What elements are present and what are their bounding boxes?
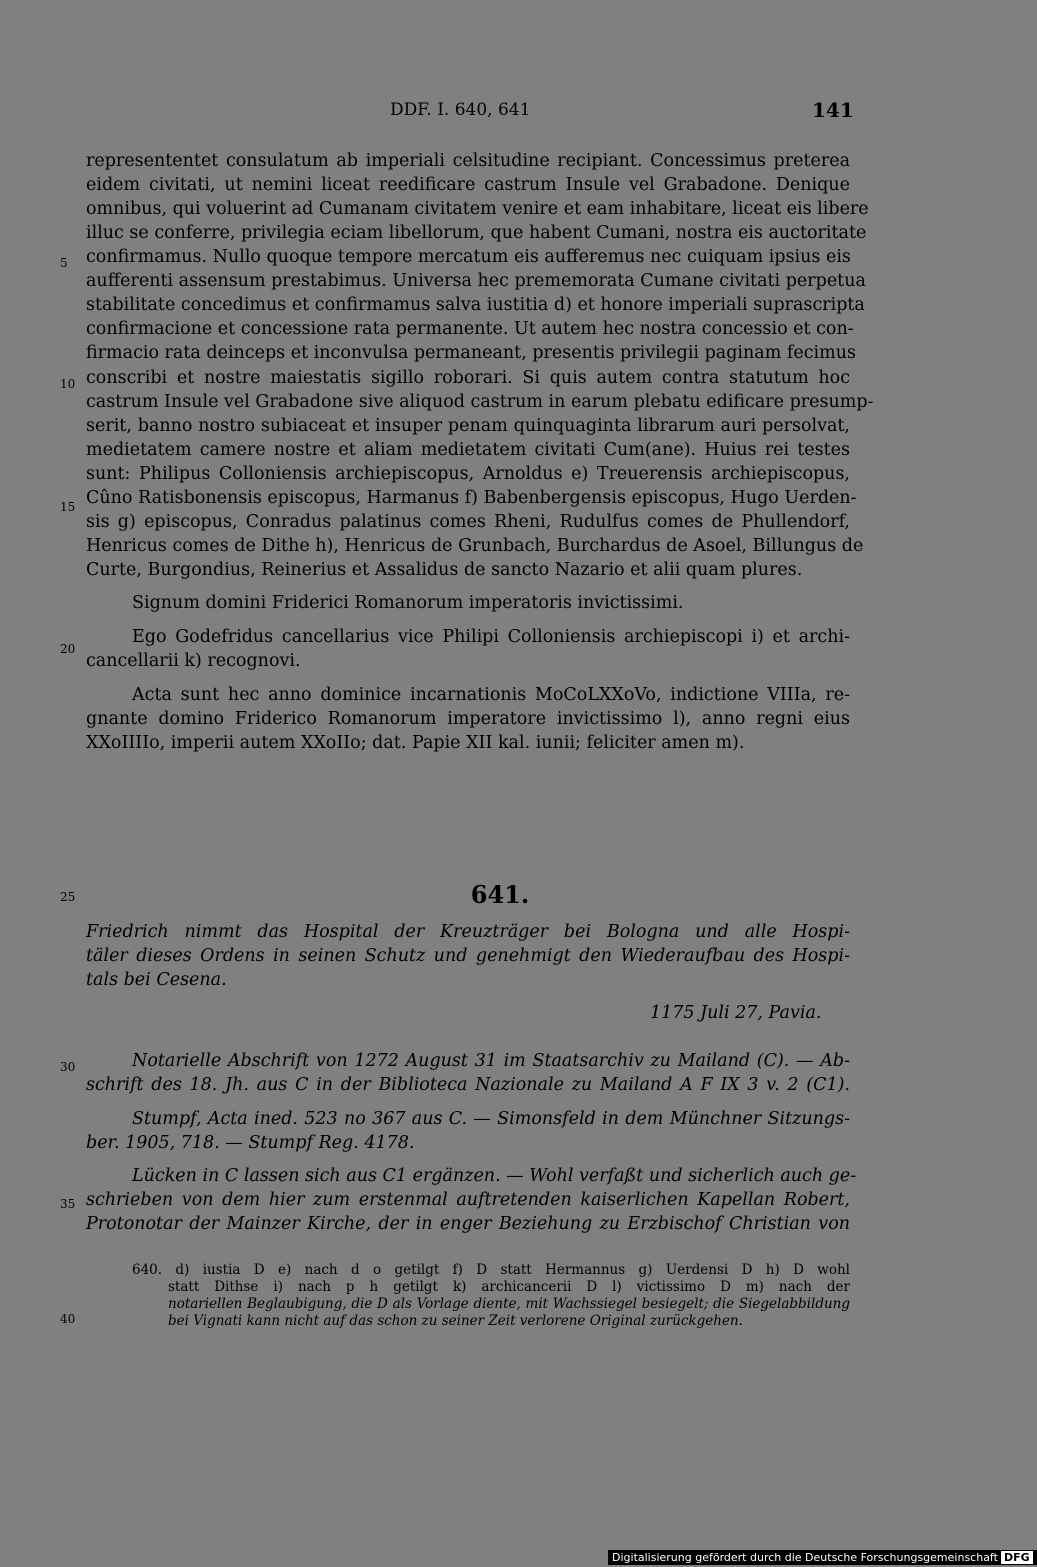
- text-line: Henricus comes de Dithe h), Henricus de Grunbach, Burchardus de Asoel, Billungus de: [86, 536, 864, 556]
- line-number: 35: [60, 1197, 76, 1211]
- text-line: stabilitate concedimus et confirmamus salva iustitia d) et honore imperiali suprascripta: [86, 295, 865, 315]
- line-number: 10: [60, 377, 76, 391]
- acta-line: XXoIIIIo, imperii autem XXoIIo; dat. Papie XII kal. iunii; feliciter amen m).: [86, 733, 745, 753]
- footnote-line: statt Dithse i) nach p h getilgt k) archicancerii D l) victissimo D m) nach der: [168, 1279, 850, 1295]
- remark-line: schrieben von dem hier zum erstenmal auftretenden kaiserlichen Kapellan Robert,: [86, 1190, 850, 1210]
- text-line: illuc se conferre, privilegia eciam libellorum, que habent Cumani, nostra eis auctoritate: [86, 223, 867, 243]
- funding-note-text: Digitalisierung gefördert durch die Deutsche Forschungsgemeinschaft: [612, 1551, 998, 1564]
- footnote-line: 640. d) iustia D e) nach d o getilgt f) D statt Hermannus g) Uerdensi D h) D wohl: [132, 1262, 850, 1278]
- text-line: eidem civitati, ut nemini liceat reedificare castrum Insule vel Grabadone. Denique: [86, 175, 850, 195]
- text-line: represententet consulatum ab imperiali celsitudine recipiant. Concessimus preterea: [86, 151, 850, 171]
- recognition-line: cancellarii k) recognovi.: [86, 651, 301, 671]
- source-line: Notarielle Abschrift von 1272 August 31 im Staatsarchiv zu Mailand (C). — Ab-: [132, 1051, 850, 1071]
- text-line: serit, banno nostro subiaceat et insuper penam quinquaginta librarum auri persolvat,: [86, 416, 850, 436]
- text-line: aufferenti assensum prestabimus. Universa hec prememorata Cumane civitati perpetua: [86, 271, 866, 291]
- text-line: omnibus, qui voluerint ad Cumanam civitatem venire et eam inhabitare, liceat eis libere: [86, 199, 869, 219]
- print-line: ber. 1905, 718. — Stumpf Reg. 4178.: [86, 1133, 415, 1153]
- source-line: schrift des 18. Jh. aus C in der Biblioteca Nazionale zu Mailand A F IX 3 v. 2 (C1).: [86, 1075, 850, 1095]
- acta-line: Acta sunt hec anno dominice incarnationis MoCoLXXoVo, indictione VIIIa, re-: [132, 685, 850, 705]
- running-title: DDF. I. 640, 641: [390, 100, 531, 120]
- line-number: 40: [60, 1312, 76, 1326]
- remark-line: Protonotar der Mainzer Kirche, der in enger Beziehung zu Erzbischof Christian von: [86, 1214, 850, 1234]
- print-line: Stumpf, Acta ined. 523 no 367 aus C. — Simonsfeld in dem Münchner Sitzungs-: [132, 1109, 850, 1129]
- text-line: medietatem camere nostre et aliam medietatem civitati Cum(ane). Huius rei testes: [86, 440, 850, 460]
- line-number: 30: [60, 1060, 76, 1074]
- recognition-line: Ego Godefridus cancellarius vice Philipi Colloniensis archiepiscopi i) et archi-: [132, 627, 850, 647]
- text-line: sis g) episcopus, Conradus palatinus comes Rheni, Rudulfus comes de Phullendorf,: [86, 512, 850, 532]
- text-line: confirmamus. Nullo quoque tempore mercatum eis aufferemus nec cuiquam ipsius eis: [86, 247, 851, 267]
- line-number: 5: [60, 256, 68, 270]
- text-line: confirmacione et concessione rata permanente. Ut autem hec nostra concessio et con-: [86, 319, 854, 339]
- text-line: Cûno Ratisbonensis episcopus, Harmanus f) Babenbergensis episcopus, Hugo Uerden-: [86, 488, 857, 508]
- regest-line: Friedrich nimmt das Hospital der Kreuzträger bei Bologna und alle Hospi-: [86, 922, 850, 942]
- document-number: 641.: [470, 880, 530, 909]
- funding-note: [608, 1550, 1037, 1565]
- text-line: Curte, Burgondius, Reinerius et Assalidus de sancto Nazario et alii quam plures.: [86, 560, 803, 580]
- text-line: sunt: Philipus Colloniensis archiepiscopus, Arnoldus e) Treuerensis archiepiscopus,: [86, 464, 850, 484]
- remark-line: Lücken in C lassen sich aus C1 ergänzen. — Wohl verfaßt und sicherlich auch ge-: [132, 1166, 857, 1186]
- footnote-line: bei Vignati kann nicht auf das schon zu seiner Zeit verlorene Original zurückgehen.: [168, 1313, 743, 1329]
- footnote-line: notariellen Beglaubigung, die D als Vorlage diente, mit Wachssiegel besiegelt; die Siegelabbildung: [168, 1296, 850, 1312]
- text-line: firmacio rata deinceps et inconvulsa permaneant, presentis privilegii paginam fecimus: [86, 343, 856, 363]
- signum: Signum domini Friderici Romanorum imperatoris invictissimi.: [132, 593, 684, 613]
- text-line: conscribi et nostre maiestatis sigillo roborari. Si quis autem contra statutum hoc: [86, 368, 850, 388]
- regest-line: täler dieses Ordens in seinen Schutz und genehmigt den Wiederaufbau des Hospi-: [86, 946, 850, 966]
- line-number: 25: [60, 890, 76, 904]
- acta-line: gnante domino Friderico Romanorum imperatore invictissimo l), anno regni eius: [86, 709, 850, 729]
- line-number: 20: [60, 642, 76, 656]
- page-number: 141: [812, 98, 854, 122]
- dfg-logo: DFG: [1001, 1551, 1033, 1564]
- line-number: 15: [60, 500, 76, 514]
- regest-line: tals bei Cesena.: [86, 970, 227, 990]
- date-place: 1175 Juli 27, Pavia.: [650, 1003, 822, 1023]
- text-line: castrum Insule vel Grabadone sive aliquod castrum in earum plebatu edificare presump-: [86, 392, 874, 412]
